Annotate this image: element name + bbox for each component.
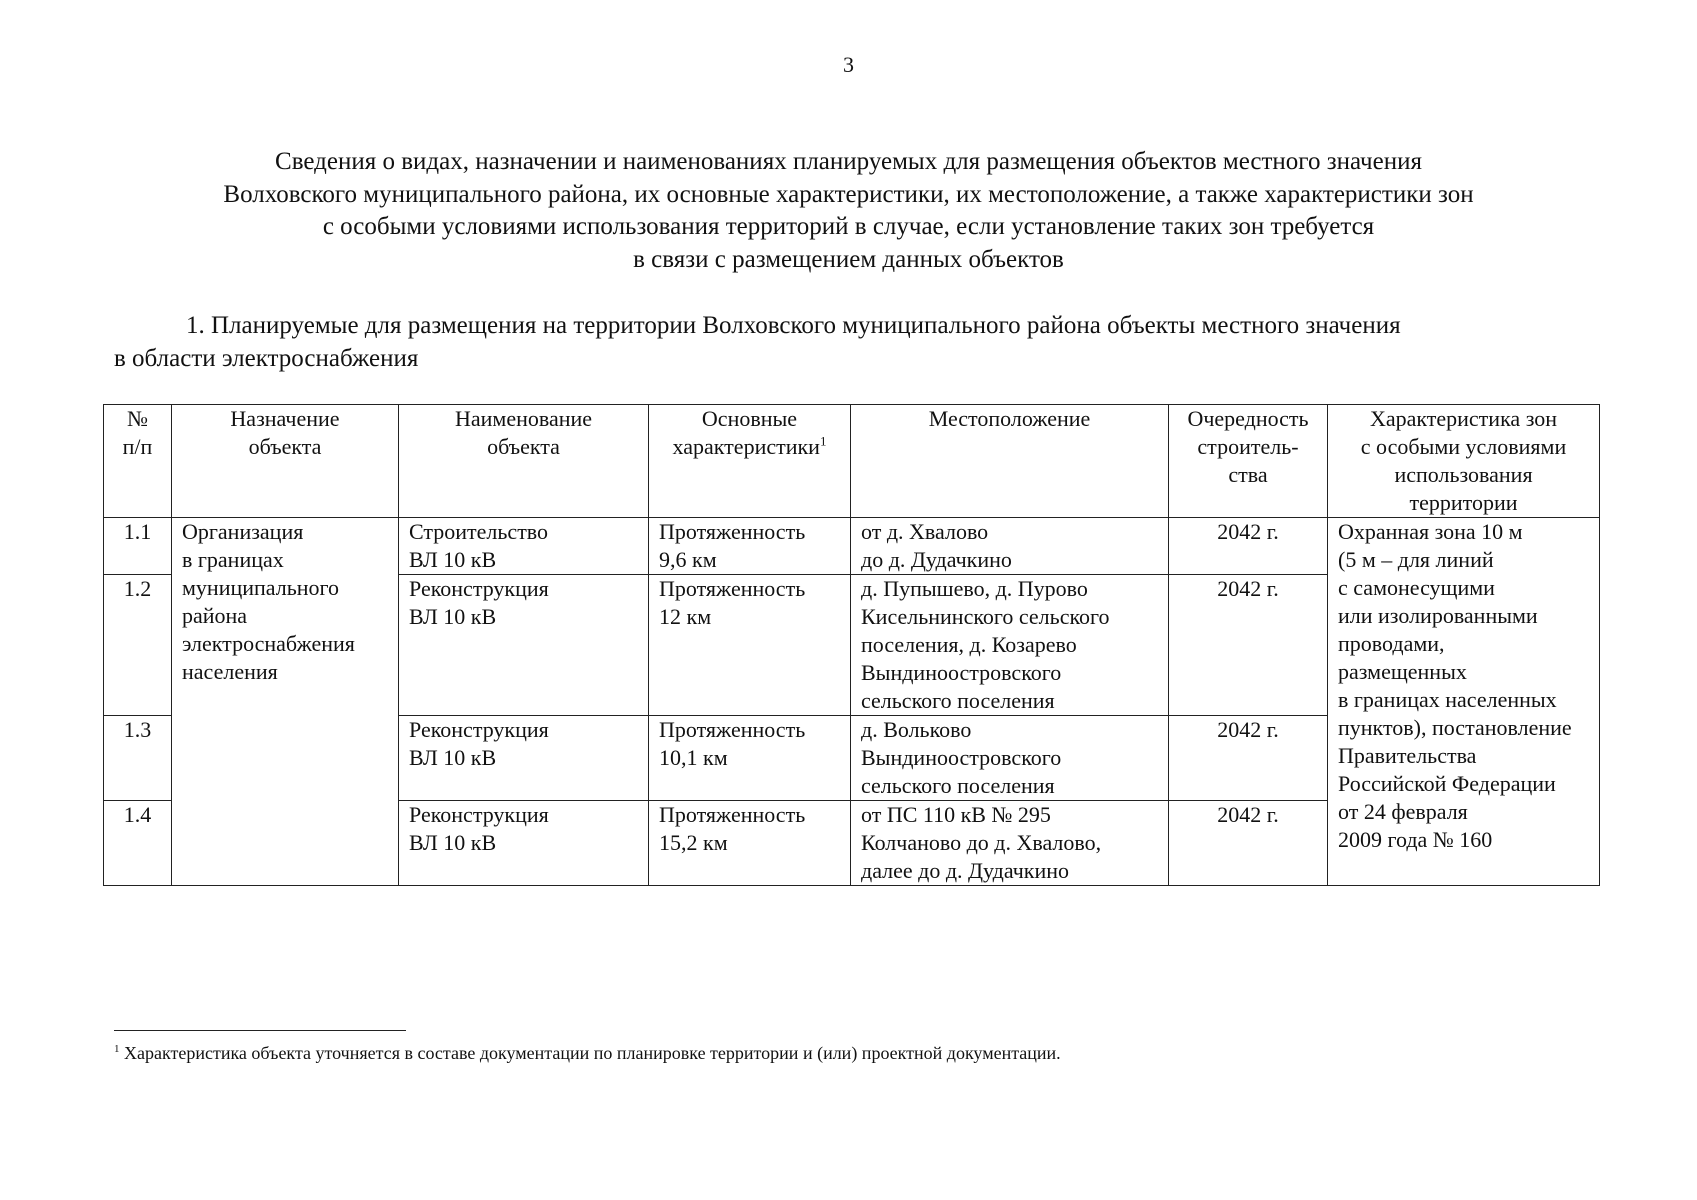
cell-location: от д. Хвалово до д. Дудачкино: [851, 518, 1169, 575]
header-location: Местоположение: [851, 405, 1169, 518]
cell-name: Реконструкция ВЛ 10 кВ: [399, 575, 649, 716]
header-characteristics-label: Основные характеристики: [672, 406, 820, 459]
cell-order: 2042 г.: [1169, 716, 1328, 801]
table-row: [104, 518, 1600, 575]
heading-line: Волховского муниципального района, их основные характеристики, их местоположение, а также характеристики зон: [223, 180, 1474, 208]
cell-characteristics: Протяженность 9,6 км: [649, 518, 851, 575]
header-order: Очередность строитель- ства: [1169, 405, 1328, 518]
footnote-marker: 1: [114, 1043, 120, 1055]
cell-location: д. Вольково Вындиноостровского сельского поселения: [851, 716, 1169, 801]
cell-characteristics: Протяженность 15,2 км: [649, 801, 851, 886]
cell-number: 1.2: [104, 575, 172, 716]
cell-number: 1.1: [104, 518, 172, 575]
cell-order: 2042 г.: [1169, 801, 1328, 886]
cell-number: 1.3: [104, 716, 172, 801]
cell-location: д. Пупышево, д. Пурово Кисельнинского сельского поселения, д. Козарево Вындиноостровского сельского поселения: [851, 575, 1169, 716]
footnote: [114, 1043, 1061, 1064]
heading-line: Сведения о видах, назначении и наименованиях планируемых для размещения объектов местного значения: [275, 148, 1422, 175]
page-number: 3: [843, 52, 854, 77]
document-heading: [100, 146, 1597, 276]
section-title: [114, 310, 1594, 375]
section-title-line: в области электроснабжения: [114, 344, 419, 372]
cell-name: Строительство ВЛ 10 кВ: [399, 518, 649, 575]
cell-purpose: Организация в границах муниципального района электроснабжения населения: [172, 518, 399, 886]
cell-zones: Охранная зона 10 м (5 м – для линий с самонесущими или изолированными проводами, размещенных в границах населенных пунктов), постановление Правительства Российской Федерации от 24 февраля 2009 года № 160: [1328, 518, 1600, 886]
header-purpose: Назначение объекта: [172, 405, 399, 518]
objects-table: [103, 404, 1600, 886]
header-name: Наименование объекта: [399, 405, 649, 518]
heading-line: в связи с размещением данных объектов: [633, 245, 1064, 273]
footnote-ref: 1: [819, 433, 827, 449]
cell-characteristics: Протяженность 12 км: [649, 575, 851, 716]
header-number: № п/п: [104, 405, 172, 518]
header-zones: Характеристика зон с особыми условиями использования территории: [1328, 405, 1600, 518]
cell-location: от ПС 110 кВ № 295 Колчаново до д. Хвалово, далее до д. Дудачкино: [851, 801, 1169, 886]
table-header-row: [104, 405, 1600, 518]
cell-order: 2042 г.: [1169, 518, 1328, 575]
section-title-line: 1. Планируемые для размещения на территории Волховского муниципального района объекты местного значения: [186, 312, 1401, 339]
footnote-divider: [114, 1030, 406, 1031]
footnote-text: Характеристика объекта уточняется в составе документации по планировке территории и (или) проектной документации.: [119, 1043, 1061, 1063]
cell-number: 1.4: [104, 801, 172, 886]
cell-name: Реконструкция ВЛ 10 кВ: [399, 801, 649, 886]
header-characteristics: [649, 405, 851, 518]
cell-name: Реконструкция ВЛ 10 кВ: [399, 716, 649, 801]
heading-line: с особыми условиями использования территорий в случае, если установление таких зон требуется: [322, 213, 1375, 240]
cell-characteristics: Протяженность 10,1 км: [649, 716, 851, 801]
cell-order: 2042 г.: [1169, 575, 1328, 716]
